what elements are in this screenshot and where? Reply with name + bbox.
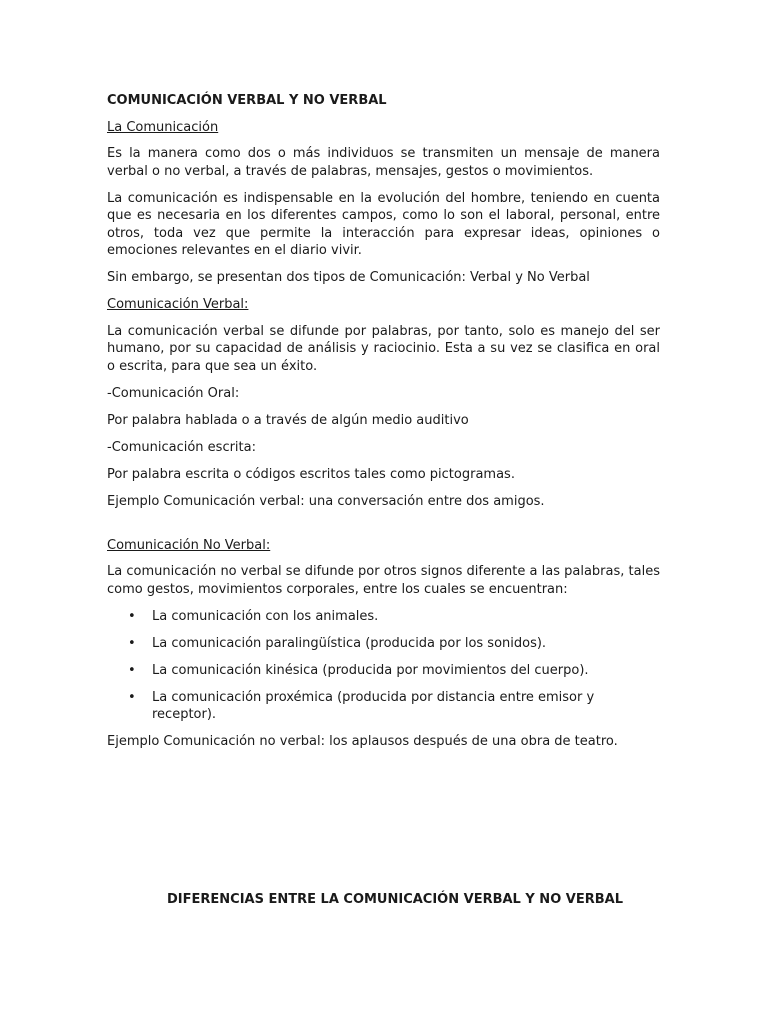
list-item <box>107 662 660 680</box>
bullet-icon: • <box>128 662 136 678</box>
bullet-list <box>107 608 660 724</box>
section-heading-comunicacion: La Comunicación <box>107 119 219 135</box>
document-body <box>107 92 660 760</box>
example-verbal: Ejemplo Comunicación verbal: una conversación entre dos amigos. <box>107 493 545 509</box>
paragraph-nonverbal: La comunicación no verbal se difunde por otros signos diferente a las palabras, tales como gestos, movimientos corporales, entre los cuales se encuentran: <box>107 564 660 597</box>
desc-written: Por palabra escrita o códigos escritos tales como pictogramas. <box>107 466 515 482</box>
paragraph-definition: Es la manera como dos o más individuos se transmiten un mensaje de manera verbal o no verbal, a través de palabras, mensajes, gestos o movimientos. <box>107 146 660 179</box>
section-heading-verbal: Comunicación Verbal: <box>107 297 249 312</box>
list-item <box>107 608 660 626</box>
paragraph-verbal: La comunicación verbal se difunde por palabras, por tanto, solo es manejo del ser humano, por su capacidad de análisis y raciocinio. Esta a su vez se clasifica en oral o escrita, para que sea un éxito. <box>107 323 660 374</box>
paragraph-types: Sin embargo, se presentan dos tipos de Comunicación: Verbal y No Verbal <box>107 270 590 285</box>
list-item-text: La comunicación con los animales. <box>152 608 379 624</box>
list-item-text: La comunicación proxémica (producida por distancia entre emisor y receptor). <box>152 689 595 722</box>
desc-oral: Por palabra hablada o a través de algún medio auditivo <box>107 412 469 428</box>
list-item-text: La comunicación paralingüística (producida por los sonidos). <box>152 635 547 651</box>
bullet-icon: • <box>128 635 136 651</box>
document-title: COMUNICACIÓN VERBAL Y NO VERBAL <box>107 93 387 108</box>
example-nonverbal: Ejemplo Comunicación no verbal: los aplausos después de una obra de teatro. <box>107 734 618 749</box>
list-item <box>107 689 660 724</box>
section-heading-nonverbal: Comunicación No Verbal: <box>107 537 271 553</box>
label-oral: -Comunicación Oral: <box>107 385 240 401</box>
list-item-text: La comunicación kinésica (producida por movimientos del cuerpo). <box>152 662 589 678</box>
bullet-icon: • <box>128 689 136 705</box>
bullet-icon: • <box>128 608 136 624</box>
spacer <box>107 520 660 537</box>
section-title-differences: DIFERENCIAS ENTRE LA COMUNICACIÓN VERBAL Y NO VERBAL <box>167 892 623 907</box>
paragraph-importance: La comunicación es indispensable en la evolución del hombre, teniendo en cuenta que es necesaria en los diferentes campos, como lo son el laboral, personal, entre otros, toda vez que permite la interacción para expresar ideas, opiniones o emociones relevantes en el diario vivir. <box>107 190 660 258</box>
label-written: -Comunicación escrita: <box>107 439 256 455</box>
list-item <box>107 635 660 653</box>
